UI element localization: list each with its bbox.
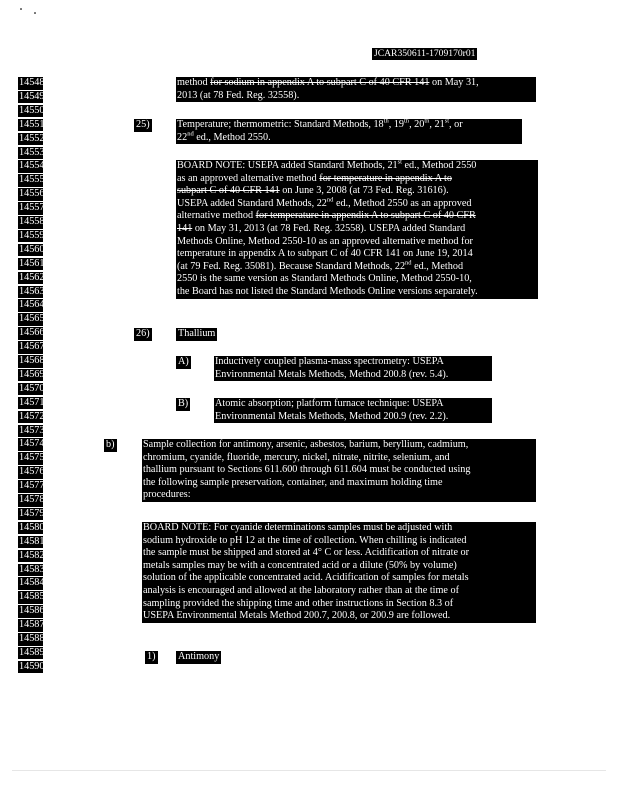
line-number: 14587 <box>19 619 45 631</box>
text-run: chromium, cyanide, fluoride, mercury, nickel, nitrate, nitrite, selenium, and <box>143 451 450 463</box>
text-run: Methods Online, Method 2550-10 as an approved alternative method for <box>177 235 473 247</box>
text-run: method <box>177 77 211 88</box>
line-number: 14549 <box>19 90 45 102</box>
line-number: 14576 <box>19 466 45 478</box>
text-run: Temperature; thermometric: Standard Methods, 18 <box>177 119 384 130</box>
line-number: 14588 <box>19 633 45 644</box>
paragraph-continuation <box>176 77 536 102</box>
superscript: nd <box>326 196 334 204</box>
text-run: USEPA Environmental Metals Method 200.7, 200.8, or 200.9 are followed. <box>143 610 451 622</box>
line-number: 14582 <box>19 549 45 561</box>
line-number: 14573 <box>19 424 45 436</box>
text-run: temperature in appendix A to subpart C of 40 CFR 141 on June 19, 2014 <box>177 248 473 260</box>
superscript: st <box>397 158 402 166</box>
line-number: 14551 <box>19 118 45 130</box>
item-marker-26: 26) <box>136 328 150 339</box>
line-number: 14586 <box>19 605 45 617</box>
text-run <box>177 210 537 223</box>
text-run: the following sample preservation, container, and maximum holding time <box>143 476 443 488</box>
text-run: BOARD NOTE: USEPA added Standard Methods, 21 <box>177 160 398 171</box>
line-number: 14560 <box>19 243 45 255</box>
line-number: 14565 <box>19 313 45 325</box>
line-number: 14569 <box>19 368 45 380</box>
superscript: st <box>444 117 450 125</box>
struck-text: for sodium in appendix A to subpart C of 40 CFR 141 <box>210 77 430 88</box>
line-number: 14579 <box>19 507 45 519</box>
line-number: 14572 <box>19 410 45 422</box>
text-run: solution of the applicable concentrated acid. Acidification of samples for metals <box>143 572 469 584</box>
text-run: on June 3, 2008 (at 73 Fed. Reg. 31616). <box>279 185 449 197</box>
text-run: Inductively coupled plasma-mass spectrometry: USEPA <box>215 356 444 367</box>
text-run: USEPA added Standard Methods, 22 <box>177 197 327 209</box>
line-number: 14575 <box>19 452 45 464</box>
struck-text: 141 <box>177 222 193 234</box>
text-run: Environmental Metals Methods, Method 200.8 (rev. 5.4). <box>215 368 449 380</box>
line-number: 14550 <box>19 104 45 116</box>
text-run: Atomic absorption; platform furnace technique: USEPA <box>215 398 444 409</box>
text-run: ed., Method 2550 <box>401 160 477 171</box>
line-number: 14577 <box>19 480 45 492</box>
text-run <box>177 173 537 186</box>
line-number: 14585 <box>19 591 45 603</box>
text-run: the Board has not listed the Standard Methods Online versions separately. <box>177 285 478 297</box>
text-run <box>177 77 535 90</box>
text-run <box>177 119 521 132</box>
text-run <box>177 261 537 274</box>
struck-text: for temperature in appendix A to subpart C of 40 CFR <box>255 210 476 222</box>
superscript: th <box>424 117 430 125</box>
item-marker-1: 1) <box>147 651 156 662</box>
text-run: metals samples may be with a concentrated acid or a dilute (50% by volume) <box>143 559 457 571</box>
text-run: as an approved alternative method <box>177 172 320 184</box>
line-number: 14570 <box>19 382 45 394</box>
text-run: , 19 <box>388 119 404 130</box>
text-run: Sample collection for antimony, arsenic, asbestos, barium, beryllium, cadmium, <box>143 439 469 450</box>
line-number: 14566 <box>19 327 45 339</box>
line-number: 14589 <box>19 646 45 658</box>
text-run: Environmental Metals Methods, Method 200.9 (rev. 2.2). <box>215 410 449 422</box>
superscript: th <box>404 117 410 125</box>
line-number: 14578 <box>19 494 45 505</box>
board-note-temperature <box>176 160 538 299</box>
document-id-header: JCAR350611-1709170r01 <box>374 48 476 59</box>
text-run: ed., Method 2550. <box>193 131 271 143</box>
scan-speckle <box>20 6 40 16</box>
text-run: thallium pursuant to Sections 611.600 through 611.604 must be conducted using <box>143 464 471 476</box>
superscript: nd <box>187 130 194 138</box>
line-number: 14590 <box>19 660 45 672</box>
line-number: 14558 <box>19 216 45 227</box>
text-run: , 20 <box>409 119 425 130</box>
struck-text: subpart C of 40 CFR 141 <box>177 185 280 197</box>
text-run: ed., Method <box>411 260 464 272</box>
superscript: th <box>383 117 389 125</box>
text-run: 2550 is the same version as Standard Methods Online, Method 2550-10, <box>177 273 472 285</box>
line-number: 14583 <box>19 563 45 575</box>
text-line: 2013 (at 78 Fed. Reg. 32558). <box>177 89 300 101</box>
text-run: (at 79 Fed. Reg. 35081). Because Standard Methods, 22 <box>177 260 406 272</box>
text-run: on May 31, 2013 (at 78 Fed. Reg. 32558). USEPA added Standard <box>192 222 466 234</box>
item-marker-26b: B) <box>178 398 189 409</box>
text-run: sampling provided the shipping time and other instructions in Section 8.3 of <box>143 597 454 609</box>
struck-text: for temperature in appendix A to <box>319 172 452 184</box>
line-number: 14567 <box>19 341 45 353</box>
item-1-label: Antimony <box>178 651 220 662</box>
text-run: BOARD NOTE: For cyanide determinations samples must be adjusted with <box>143 522 453 533</box>
text-run: sodium hydroxide to pH 12 at the time of collection. When chilling is indicated <box>143 534 467 546</box>
line-number: 14562 <box>19 271 45 283</box>
page-bottom-rule <box>12 770 606 771</box>
line-number: 14553 <box>19 146 45 158</box>
board-note-sample-collection <box>142 522 536 623</box>
text-run: , or <box>449 119 463 130</box>
item-25-text <box>176 119 522 144</box>
item-26a-text <box>214 356 492 381</box>
line-number: 14559 <box>19 229 45 241</box>
line-number: 14571 <box>19 396 45 408</box>
line-number: 14580 <box>19 521 45 533</box>
item-26b-text <box>214 398 492 423</box>
line-number: 14552 <box>19 132 45 144</box>
line-number: 14554 <box>19 160 45 172</box>
text-run: procedures: <box>143 489 191 501</box>
line-number: 14563 <box>19 285 45 297</box>
line-number: 14555 <box>19 174 45 186</box>
line-number: 14581 <box>19 535 45 547</box>
item-marker-25: 25) <box>136 119 150 130</box>
text-run <box>177 185 537 198</box>
superscript: nd <box>405 259 412 267</box>
line-number: 14564 <box>19 299 45 311</box>
text-run <box>177 223 537 236</box>
line-number: 14557 <box>19 202 45 214</box>
item-26-label: Thallium <box>178 328 216 339</box>
item-marker-b: b) <box>106 439 115 450</box>
item-b-text <box>142 439 536 502</box>
item-marker-26a: A) <box>178 356 189 367</box>
text-run <box>177 132 521 145</box>
text-run: , 21 <box>429 119 445 130</box>
text-run <box>177 160 537 173</box>
line-number: 14584 <box>19 577 45 589</box>
line-number: 14548 <box>19 77 45 88</box>
line-number: 14574 <box>19 438 45 450</box>
text-run: alternative method <box>177 210 256 222</box>
text-run: on May 31, <box>429 77 479 88</box>
text-run: 22 <box>177 131 188 143</box>
text-run: the sample must be shipped and stored at 4° C or less. Acidification of nitrate or <box>143 547 470 559</box>
text-run <box>177 198 537 211</box>
text-run: ed., Method 2550 as an approved <box>333 197 472 209</box>
line-number: 14568 <box>19 355 45 366</box>
line-number: 14561 <box>19 257 45 269</box>
line-number: 14556 <box>19 188 45 200</box>
text-run: analysis is encouraged and allowed at the laboratory rather than at the time of <box>143 584 459 596</box>
